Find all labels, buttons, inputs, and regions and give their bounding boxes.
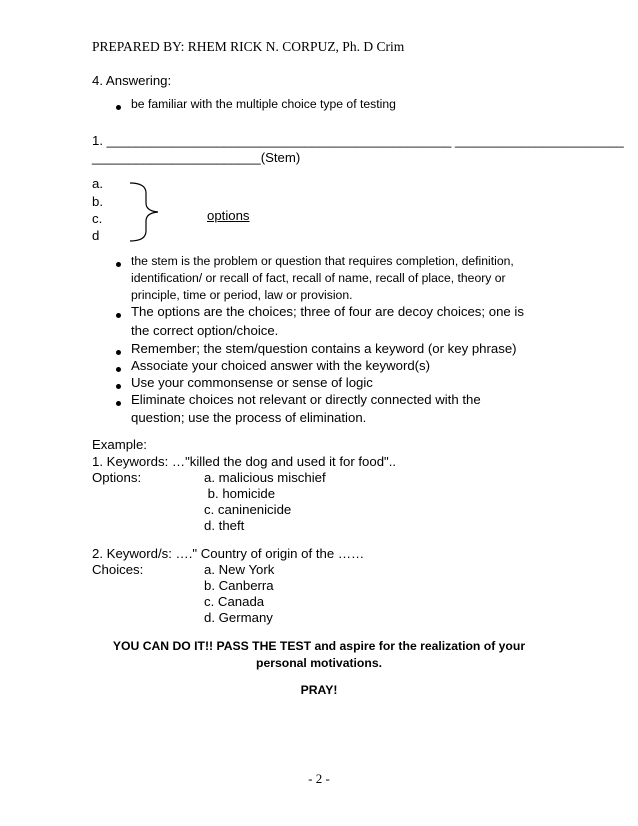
closing-line-1: YOU CAN DO IT!! PASS THE TEST and aspire for the realization of your <box>112 639 526 653</box>
bullet-icon <box>116 401 121 406</box>
example-1-choice-d: d. theft <box>204 518 245 533</box>
example-1-choice-a: a. malicious mischief <box>204 470 326 485</box>
note-5-line-1: Use your commonsense or sense of logic <box>131 375 373 390</box>
example-2-choices-label: Choices: <box>92 562 144 577</box>
example-2-choice-b: b. Canberra <box>204 578 274 593</box>
stem-line-2: _______________________(Stem) <box>92 150 301 165</box>
options-label: options <box>207 208 250 223</box>
example-1-keyword-line: 1. Keywords: …"killed the dog and used it for food".. <box>92 454 397 469</box>
note-2-line-1: The options are the choices; three of four are decoy choices; one is <box>131 304 524 319</box>
bullet-icon <box>116 262 121 267</box>
page-header: PREPARED BY: RHEM RICK N. CORPUZ, Ph. D Crim <box>92 39 405 54</box>
note-4-line-1: Associate your choiced answer with the keyword(s) <box>131 358 431 373</box>
pray-text: PRAY! <box>300 683 338 697</box>
note-1-line-3: principle, time or period, law or provision. <box>131 288 353 302</box>
option-letter-a: a. <box>92 176 103 191</box>
bullet-icon <box>116 105 121 110</box>
right-brace-icon <box>128 181 164 243</box>
stem-line-1: 1. _______________________________________________ _______________________ <box>92 133 624 148</box>
example-1-options-label: Options: <box>92 470 142 485</box>
closing-line-2: personal motivations. <box>256 656 382 670</box>
example-label: Example: <box>92 437 147 452</box>
note-1-line-2: identification/ or recall of fact, recall of name, recall of place, theory or <box>131 271 506 285</box>
bullet-icon <box>116 367 121 372</box>
section-title: 4. Answering: <box>92 73 172 88</box>
bullet-icon <box>116 350 121 355</box>
note-6-line-2: question; use the process of elimination. <box>131 410 367 425</box>
option-letter-d: d <box>92 228 100 243</box>
bullet-icon <box>116 384 121 389</box>
note-1-line-1: the stem is the problem or question that requires completion, definition, <box>131 254 514 268</box>
note-3-line-1: Remember; the stem/question contains a keyword (or key phrase) <box>131 341 517 356</box>
intro-bullet-text: be familiar with the multiple choice type of testing <box>131 97 396 111</box>
example-2-choice-a: a. New York <box>204 562 275 577</box>
example-2-keyword-line: 2. Keyword/s: …." Country of origin of the …… <box>92 546 365 561</box>
example-1-choice-b: b. homicide <box>204 486 276 501</box>
note-2-line-2: the correct option/choice. <box>131 323 279 338</box>
option-letter-c: c. <box>92 211 103 226</box>
page-number: - 2 - <box>308 771 330 786</box>
example-2-choice-d: d. Germany <box>204 610 273 625</box>
example-2-choice-c: c. Canada <box>204 594 265 609</box>
option-letter-b: b. <box>92 194 103 209</box>
example-1-choice-c: c. caninenicide <box>204 502 292 517</box>
bullet-icon <box>116 313 121 318</box>
note-6-line-1: Eliminate choices not relevant or directly connected with the <box>131 392 481 407</box>
